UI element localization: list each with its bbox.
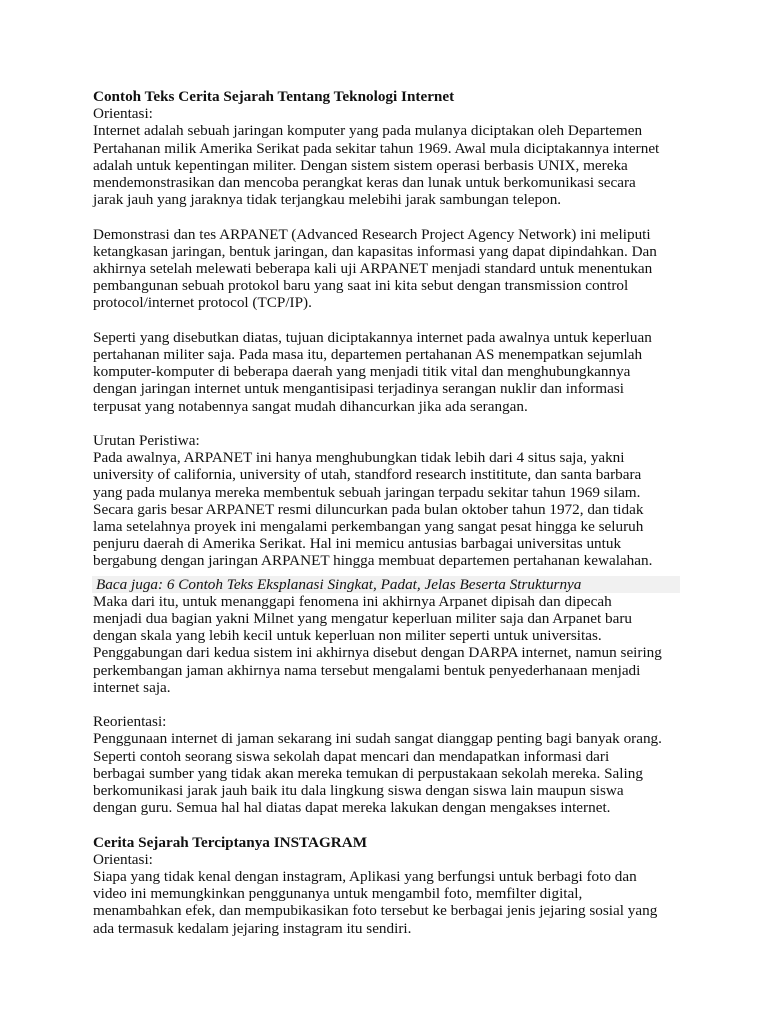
text-line: Seperti yang disebutkan diatas, tujuan diciptakannya internet pada awalnya untuk keperluan [93,328,652,346]
text-line: Penggabungan dari kedua sistem ini akhirnya disebut dengan DARPA internet, namun seiring [93,644,662,662]
text-line: Demonstrasi dan tes ARPANET (Advanced Research Project Agency Network) ini meliputi [93,225,651,243]
text-line: menambahkan efek, dan mempubikasikan foto tersebut ke berbagai jenis jejaring sosial yang [93,902,658,920]
paragraph-orientasi-1 [93,122,683,208]
paragraph-urutan-peristiwa [93,449,683,569]
text-line: lama setelahnya proyek ini mengalami perkembangan yang sangat pesat hingga ke seluruh [93,518,644,536]
paragraph-instagram-orientasi [93,868,683,937]
text-line: berkomunikasi jarak jauh baik itu dala lingkung siswa dengan siswa lain maupun siswa [93,782,624,800]
text-line: ketangkasan jaringan, bentuk jaringan, dan kapasitas informasi yang dapat dipindahkan. Dan [93,242,657,260]
orientasi-label: Orientasi: [93,850,153,868]
paragraph-military-purpose [93,329,683,415]
section-title-instagram: Cerita Sejarah Terciptanya INSTAGRAM [93,833,368,851]
text-line: mendemonstrasikan dan mencoba perangkat keras dan lunak untuk berkomunikasi secara [93,174,636,192]
text-line: Pada awalnya, ARPANET ini hanya menghubungkan tidak lebih dari 4 situs saja, yakni [93,449,625,467]
text-line: Maka dari itu, untuk menanggapi fenomena ini akhirnya Arpanet dipisah dan dipecah [93,592,612,610]
paragraph-arpanet-split [93,593,683,696]
paragraph-reorientasi [93,730,683,816]
text-line: penjuru daerah di Amerika Serikat. Hal ini memicu antusias barbagai universitas untuk [93,535,622,553]
text-line: jarak jauh yang jaraknya tidak terjangkau melebihi jarak sambungan telepon. [93,191,562,209]
orientasi-label: Orientasi: [93,105,153,123]
text-line: internet saja. [93,678,171,696]
baca-juga-link[interactable]: Baca juga: 6 Contoh Teks Eksplanasi Singkat, Padat, Jelas Beserta Strukturnya [92,576,680,593]
text-line: protocol/internet protocol (TCP/IP). [93,294,312,312]
text-line: Siapa yang tidak kenal dengan instagram, Aplikasi yang berfungsi untuk berbagi foto dan [93,868,637,886]
text-line: Secara garis besar ARPANET resmi diluncurkan pada bulan oktober tahun 1972, dan tidak [93,500,644,518]
text-line: dengan jaringan internet untuk mengantisipasi terjadinya serangan nuklir dan informasi [93,380,624,398]
text-line: university of california, university of utah, standford research instititute, dan santa barbara [93,466,642,484]
text-line: pertahanan militer saja. Pada masa itu, departemen pertahanan AS menempatkan sejumlah [93,346,643,364]
text-line: bergabung dengan jaringan ARPANET hingga membuat departemen pertahanan kewalahan. [93,552,653,570]
text-line: video ini memungkinkan penggunanya untuk mengambil foto, memfilter digital, [93,885,583,903]
text-line: akhirnya setelah melewati beberapa kali uji ARPANET menjadi standard untuk menentukan [93,260,653,278]
text-line: terpusat yang notabennya sangat mudah dihancurkan jika ada serangan. [93,397,528,415]
text-line: adalah untuk kepentingan militer. Dengan sistem sistem operasi berbasis UNIX, mereka [93,156,628,174]
text-line: dengan skala yang lebih kecil untuk keperluan non militer seperti untuk universitas. [93,627,602,645]
text-line: berbagai sumber yang tidak akan mereka temukan di perpustakaan sekolah mereka. Saling [93,764,643,782]
section-title-internet: Contoh Teks Cerita Sejarah Tentang Teknologi Internet [93,88,455,105]
text-line: pembangunan sebuah protokol baru yang saat ini kita sebut dengan transmission control [93,277,629,295]
text-line: Penggunaan internet di jaman sekarang ini sudah sangat dianggap penting bagi banyak orang. [93,730,662,748]
text-line: dengan guru. Semua hal hal diatas dapat mereka lakukan dengan mengakses internet. [93,799,611,817]
text-line: ada termasuk kedalam jejaring instagram itu sendiri. [93,919,412,937]
paragraph-arpanet-demo [93,226,683,312]
text-line: komputer-komputer di beberapa daerah yang menjadi titik vital dan menghubungkannya [93,363,631,381]
text-line: perkembangan jaman akhirnya nama tersebut mengalami bentuk penyederhanaan menjadi [93,661,641,679]
text-line: Pertahanan milik Amerika Serikat pada sekitar tahun 1969. Awal mula diciptakannya internet [93,139,660,157]
reorientasi-label: Reorientasi: [93,713,167,731]
text-line: menjadi dua bagian yakni Milnet yang mengatur keperluan militer saja dan Arpanet baru [93,610,632,628]
text-line: Internet adalah sebuah jaringan komputer yang pada mulanya diciptakan oleh Departemen [93,122,643,140]
text-line: yang pada mulanya mereka membentuk sebuah jaringan terpadu sekitar tahun 1969 silam. [93,483,641,501]
urutan-peristiwa-label: Urutan Peristiwa: [93,432,200,450]
document-body [93,88,683,937]
text-line: Seperti contoh seorang siswa sekolah dapat mencari dan mendapatkan informasi dari [93,747,610,765]
